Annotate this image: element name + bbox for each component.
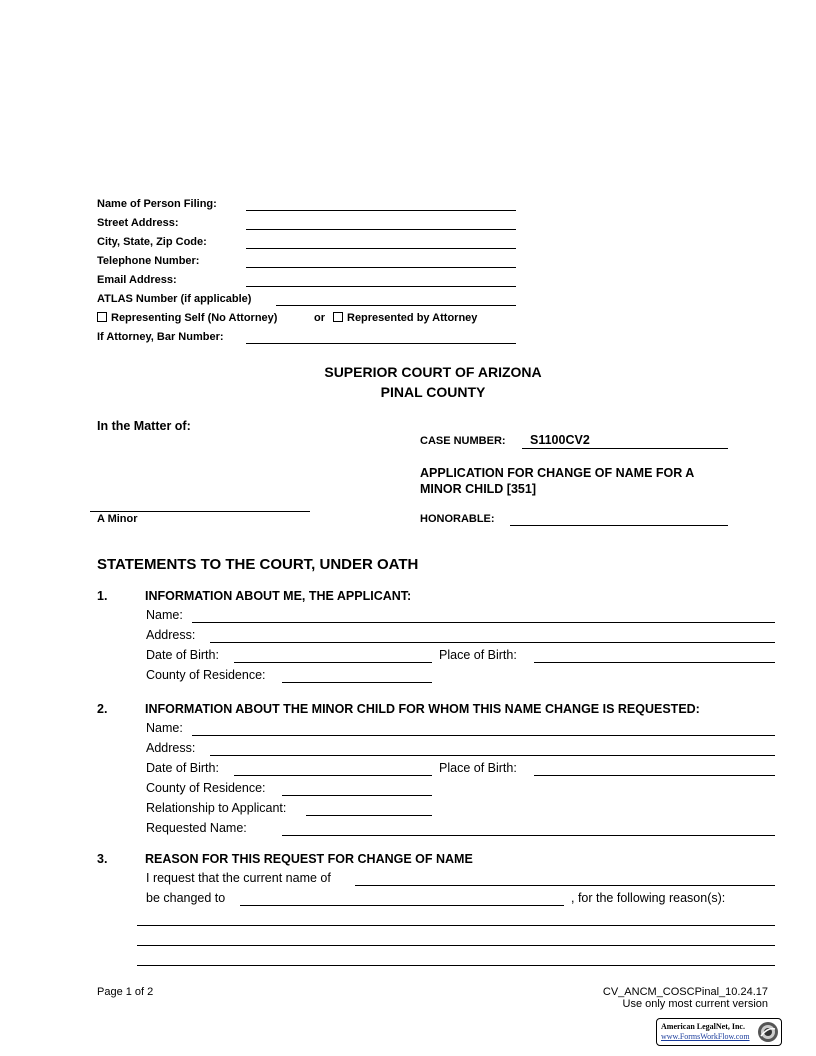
s3-changed-to-text: be changed to (146, 891, 226, 905)
page-number: Page 1 of 2 (97, 986, 154, 998)
bar-number-field[interactable] (246, 343, 516, 344)
s3-new-name-field[interactable] (240, 905, 564, 906)
s1-pob-field[interactable] (534, 662, 775, 663)
minor-label: A Minor (97, 513, 138, 525)
section1-title: INFORMATION ABOUT ME, THE APPLICANT: (145, 589, 412, 603)
doc-title-line2: MINOR CHILD [351] (420, 482, 536, 496)
logo-line1: American LegalNet, Inc. (661, 1022, 745, 1031)
filer-name-label: Name of Person Filing: (97, 198, 217, 210)
s2-county-field[interactable] (282, 795, 432, 796)
s1-pob-label: Place of Birth: (439, 648, 517, 662)
or-text: or (314, 312, 325, 324)
s3-reason-line-3[interactable] (137, 965, 775, 966)
s1-name-label: Name: (146, 608, 183, 622)
s2-pob-label: Place of Birth: (439, 761, 517, 775)
s2-dob-label: Date of Birth: (146, 761, 219, 775)
globe-icon (757, 1021, 779, 1043)
represented-attorney-checkbox[interactable] (333, 312, 343, 322)
filer-street-field[interactable] (246, 229, 516, 230)
filer-street-label: Street Address: (97, 217, 179, 229)
case-number-field[interactable] (522, 448, 728, 449)
s3-request-text: I request that the current name of (146, 871, 331, 885)
filer-phone-label: Telephone Number: (97, 255, 200, 267)
version-note: Use only most current version (622, 998, 768, 1010)
s2-address-field[interactable] (210, 755, 775, 756)
representing-self-label: Representing Self (No Attorney) (111, 312, 278, 324)
case-number-value: S1100CV2 (530, 433, 590, 447)
s1-county-label: County of Residence: (146, 668, 266, 682)
s2-dob-field[interactable] (234, 775, 432, 776)
filer-phone-field[interactable] (246, 267, 516, 268)
filer-email-field[interactable] (246, 286, 516, 287)
section3-title: REASON FOR THIS REQUEST FOR CHANGE OF NAME (145, 852, 473, 866)
s1-address-field[interactable] (210, 642, 775, 643)
filer-name-field[interactable] (246, 210, 516, 211)
s1-dob-field[interactable] (234, 662, 432, 663)
s2-name-label: Name: (146, 721, 183, 735)
s2-relationship-label: Relationship to Applicant: (146, 801, 287, 815)
filer-atlas-field[interactable] (276, 305, 516, 306)
filer-atlas-label: ATLAS Number (if applicable) (97, 293, 252, 305)
minor-name-field[interactable] (90, 511, 310, 512)
s3-reason-line-2[interactable] (137, 945, 775, 946)
section3-number: 3. (97, 852, 108, 866)
s2-relationship-field[interactable] (306, 815, 432, 816)
s3-reasons-text: , for the following reason(s): (571, 891, 726, 905)
s1-dob-label: Date of Birth: (146, 648, 219, 662)
s2-requested-field[interactable] (282, 835, 775, 836)
honorable-field[interactable] (510, 525, 728, 526)
s2-pob-field[interactable] (534, 775, 775, 776)
s2-address-label: Address: (146, 741, 196, 755)
logo-line2: www.FormsWorkFlow.com (661, 1032, 750, 1041)
county-title: PINAL COUNTY (380, 384, 486, 400)
filer-email-label: Email Address: (97, 274, 177, 286)
s2-county-label: County of Residence: (146, 781, 266, 795)
s3-reason-line-1[interactable] (137, 925, 775, 926)
doc-title-line1: APPLICATION FOR CHANGE OF NAME FOR A (420, 466, 695, 480)
represented-attorney-label: Represented by Attorney (347, 312, 478, 324)
filer-city-field[interactable] (246, 248, 516, 249)
s3-current-name-field[interactable] (355, 885, 775, 886)
s2-name-field[interactable] (192, 735, 775, 736)
honorable-label: HONORABLE: (420, 513, 495, 525)
representing-self-checkbox[interactable] (97, 312, 107, 322)
matter-label: In the Matter of: (97, 419, 191, 433)
section1-number: 1. (97, 589, 108, 603)
statements-heading: STATEMENTS TO THE COURT, UNDER OATH (97, 556, 419, 573)
s2-requested-label: Requested Name: (146, 821, 247, 835)
bar-number-label: If Attorney, Bar Number: (97, 331, 224, 343)
s1-name-field[interactable] (192, 622, 775, 623)
case-number-label: CASE NUMBER: (420, 435, 506, 447)
section2-number: 2. (97, 702, 108, 716)
form-id: CV_ANCM_COSCPinal_10.24.17 (602, 986, 768, 998)
court-title: SUPERIOR COURT OF ARIZONA (324, 364, 542, 380)
filer-city-label: City, State, Zip Code: (97, 236, 207, 248)
s1-address-label: Address: (146, 628, 196, 642)
section2-title: INFORMATION ABOUT THE MINOR CHILD FOR WHOM THIS NAME CHANGE IS REQUESTED: (145, 702, 700, 716)
s1-county-field[interactable] (282, 682, 432, 683)
american-legalnet-logo (656, 1018, 782, 1046)
